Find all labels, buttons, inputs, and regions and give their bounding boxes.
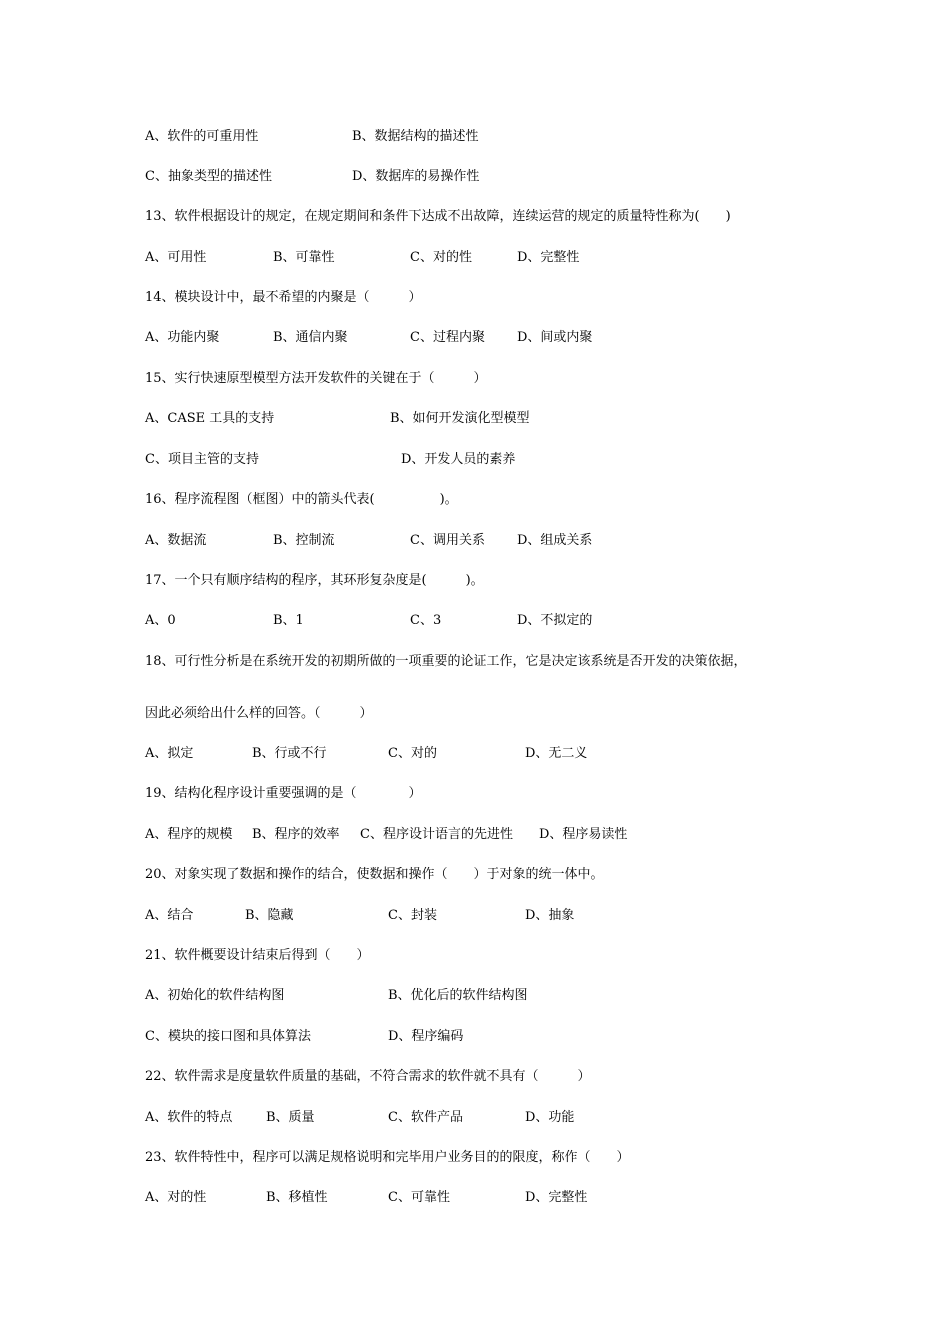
option-b: B、通信内聚 bbox=[273, 330, 348, 345]
option-c: C、项目主管的支持 bbox=[145, 452, 259, 467]
option-b: B、隐藏 bbox=[245, 908, 294, 923]
option-a: A、程序的规模 bbox=[145, 827, 233, 842]
option-c: C、程序设计语言的先进性 bbox=[360, 827, 513, 842]
option-d: D、无二义 bbox=[525, 746, 588, 761]
option-b: B、质量 bbox=[266, 1110, 315, 1125]
question-text: 因此必须给出什么样的回答。（ ） bbox=[145, 706, 373, 721]
option-d: D、数据库的易操作性 bbox=[352, 169, 480, 184]
option-d: D、抽象 bbox=[525, 908, 575, 923]
option-d: D、完整性 bbox=[525, 1190, 588, 1205]
question-text: 20、对象实现了数据和操作的结合，使数据和操作（ ）于对象的统一体中。 bbox=[145, 867, 604, 882]
option-b: B、程序的效率 bbox=[252, 827, 340, 842]
option-b: B、行或不行 bbox=[252, 746, 327, 761]
option-c: C、封装 bbox=[388, 908, 437, 923]
option-c: C、软件产品 bbox=[388, 1110, 463, 1125]
option-a: A、初始化的软件结构图 bbox=[145, 988, 285, 1003]
option-b: B、控制流 bbox=[273, 533, 335, 548]
question-text: 19、结构化程序设计重要强调的是（ ） bbox=[145, 786, 422, 801]
option-b: B、数据结构的描述性 bbox=[352, 129, 479, 144]
question-text: 18、可行性分析是在系统开发的初期所做的一项重要的论证工作，它是决定该系统是否开发的决策依据， bbox=[145, 654, 747, 669]
option-d: D、组成关系 bbox=[517, 533, 593, 548]
question-text: 23、软件特性中，程序可以满足规格说明和完毕用户业务目的的限度，称作（ ） bbox=[145, 1150, 630, 1165]
option-a: A、软件的特点 bbox=[145, 1110, 233, 1125]
option-c: C、调用关系 bbox=[410, 533, 485, 548]
option-d: D、程序编码 bbox=[388, 1029, 464, 1044]
option-a: A、对的性 bbox=[145, 1190, 207, 1205]
option-b: B、优化后的软件结构图 bbox=[388, 988, 528, 1003]
question-text: 17、一个只有顺序结构的程序，其环形复杂度是( )。 bbox=[145, 573, 484, 588]
option-b: B、移植性 bbox=[266, 1190, 328, 1205]
option-d: D、间或内聚 bbox=[517, 330, 593, 345]
option-a: A、软件的可重用性 bbox=[145, 129, 259, 144]
option-c: C、对的性 bbox=[410, 250, 472, 265]
question-text: 15、实行快速原型模型方法开发软件的关键在于（ ） bbox=[145, 371, 487, 386]
option-c: C、3 bbox=[410, 613, 442, 628]
question-text: 16、程序流程图（框图）中的箭头代表( )。 bbox=[145, 492, 458, 507]
option-d: D、开发人员的素养 bbox=[401, 452, 516, 467]
option-d: D、功能 bbox=[525, 1110, 575, 1125]
option-c: C、模块的接口图和具体算法 bbox=[145, 1029, 311, 1044]
option-d: D、完整性 bbox=[517, 250, 580, 265]
option-a: A、功能内聚 bbox=[145, 330, 220, 345]
option-b: B、可靠性 bbox=[273, 250, 335, 265]
option-a: A、数据流 bbox=[145, 533, 207, 548]
option-c: C、抽象类型的描述性 bbox=[145, 169, 272, 184]
option-c: C、对的 bbox=[388, 746, 437, 761]
question-text: 22、软件需求是度量软件质量的基础，不符合需求的软件就不具有（ ） bbox=[145, 1069, 591, 1084]
option-d: D、程序易读性 bbox=[539, 827, 628, 842]
option-d: D、不拟定的 bbox=[517, 613, 593, 628]
option-a: A、拟定 bbox=[145, 746, 194, 761]
option-c: C、可靠性 bbox=[388, 1190, 450, 1205]
option-a: A、结合 bbox=[145, 908, 194, 923]
option-a: A、0 bbox=[145, 613, 176, 628]
question-text: 14、模块设计中，最不希望的内聚是（ ） bbox=[145, 290, 422, 305]
question-text: 21、软件概要设计结束后得到（ ） bbox=[145, 948, 370, 963]
option-b: B、1 bbox=[273, 613, 304, 628]
option-b: B、如何开发演化型模型 bbox=[390, 411, 530, 426]
question-text: 13、软件根据设计的规定，在规定期间和条件下达成不出故障，连续运营的规定的质量特性称为( ) bbox=[145, 209, 731, 224]
option-a: A、CASE 工具的支持 bbox=[145, 411, 275, 426]
option-c: C、过程内聚 bbox=[410, 330, 485, 345]
option-a: A、可用性 bbox=[145, 250, 207, 265]
